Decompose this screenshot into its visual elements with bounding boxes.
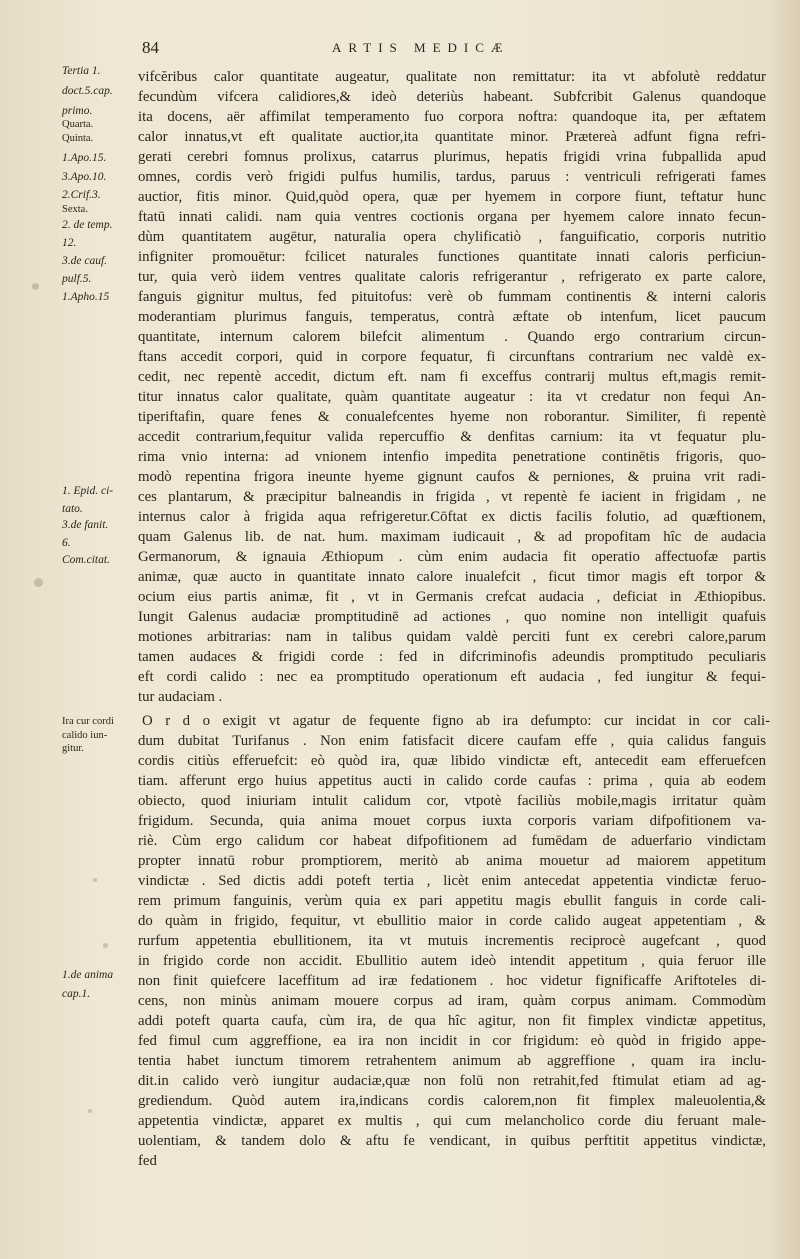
margin-note: 1.de anima xyxy=(62,969,114,981)
text-line: moderantiam plurimus fanguis, temperatus, contrà æftate ob intenfum, licet paucum xyxy=(138,309,766,325)
margin-note: Quinta. xyxy=(62,133,94,144)
margin-note: calido iun- xyxy=(62,730,108,741)
text-line: propter innatū robur promptiorem, meritò ab anima mouetur ad maiorem appetitum xyxy=(138,853,766,869)
margin-note: 1. Epid. ci- xyxy=(62,485,114,497)
text-line: accedit contrarium,fequitur valida repercuffio & denfitas carnium: ita vt fequatur plu- xyxy=(138,429,766,445)
margin-note: Quarta. xyxy=(62,119,94,130)
text-line: omnes, cordis verò frigidi pulfus humilis, tardus, paruus : ventriculi refrigerati fames xyxy=(138,169,766,185)
text-line: dum dubitat Turifanus . Non enim fatisfacit dicere caufam effe , quia calidus fanguis xyxy=(138,733,766,749)
text-line: dit.in calido verò iungitur audaciæ,quæ non folū non retrahit,fed ftimulat etiam ad ag- xyxy=(138,1073,766,1089)
text-line: uolentiam, & tandem dolo & aftu fe vendicant, in quibus perftitit appetitus vindictæ, xyxy=(138,1133,766,1149)
text-line: tiperiftafin, quare fenes & conualefcentes hyeme non roborantur. Similiter, fi repentè xyxy=(138,409,766,425)
margin-note: 1.Apo.15. xyxy=(62,152,107,164)
margin-note: Sexta. xyxy=(62,204,88,215)
margin-note: Com.citat. xyxy=(62,554,110,566)
margin-note: 2.Crif.3. xyxy=(62,189,101,201)
margin-note: Ira cur cordi xyxy=(62,716,114,727)
text-line: tur audaciam . xyxy=(138,689,223,705)
text-line: auctior, fitis minor. Quid,quòd opera, quæ per hyemem in corpore fiunt, teftatur hunc xyxy=(138,189,766,205)
text-line: dùm quantitatem augētur, naturalia opera chylificatiò , fanguificatio, corporis nutritio xyxy=(138,229,766,245)
text-line: ita docens, aër affimilat temperamento fuo corpora noftra: quandoque ita, per æftatem xyxy=(138,109,766,125)
text-line: calor innatus,vt eft qualitate auctior,ita quantitate minor. Prætereà adfunt figna refri- xyxy=(138,129,766,145)
paper-spot xyxy=(32,283,39,290)
text-line: Iungit Galenus audaciæ promptitudinē ad actiones , quo nomine non intelligit quafuis xyxy=(138,609,766,625)
text-line: tur, quia verò iidem ventres qualitate caloris refrigerantur , refrigerato ex parte calore, xyxy=(138,269,766,285)
text-line: cedit, nec repentè accedit, dictum eft. nam fi exceffus contrarij multus eft,magis remit- xyxy=(138,369,766,385)
text-line: modò repentina frigora ineunte hyeme gignunt caufos & perniones, & pruina vrit radi- xyxy=(138,469,766,485)
text-line: non finit quiefcere laceffitum ad iræ fedationem . hoc videtur fignificaffe Ariftoteles di- xyxy=(138,973,766,989)
text-line: tentia habet iunctum timorem retrahentem animum ab aggreffione , quam ira inclu- xyxy=(138,1053,766,1069)
text-line: grediendum. Quòd autem ira,indicans cordis calorem,non fit fimplex maleuolentia,& xyxy=(138,1093,766,1109)
margin-note: doct.5.cap. xyxy=(62,85,113,97)
text-line: ocium eius partis animæ, fit , vt in Germanis crefcat audacia , deficiat in Æthiopibus. xyxy=(138,589,766,605)
text-line: rurfum appetentia ebullitionem, ita vt mutuis incrementis reciprocè augefcant , quod xyxy=(138,933,766,949)
text-line: tiam. afferunt ergo huius appetitus aucti in calido corde caufas : prima , quia ab eodem xyxy=(138,773,766,789)
page-header xyxy=(0,38,800,62)
margin-note: 12. xyxy=(62,237,77,249)
text-line: quam Galenus lib. de nat. hum. maximam iudicauit , & ad propofitam hîc de audacia xyxy=(138,529,766,545)
text-line: riè. Cùm ergo calidum cor habeat difpofitionem ad fumēdam de aduerfario vindictam xyxy=(138,833,766,849)
margin-note: 3.de fanit. xyxy=(62,519,109,531)
text-line: infigniter promouētur: fcilicet naturales functiones quantitate innati caloris perficiun- xyxy=(138,249,766,265)
paper-spot xyxy=(93,878,97,882)
text-line: obiecto, quod iniuriam intulit calidum cor, vtpotè faciliùs mobile,magis irritatur quàm xyxy=(138,793,766,809)
text-line: fed fimul cum aggreffione, ea ira non incidit in cor frigidum: eò quòd in frigido appe- xyxy=(138,1033,766,1049)
text-line: Germanorum, & ignauia Æthiopum . cùm enim audacia fit operatio affectuofæ partis xyxy=(138,549,766,565)
text-line: animæ, quæ aucto in quantitate innato calore inualefcit , ficut timor magis eft torpor & xyxy=(138,569,766,585)
margin-note: cap.1. xyxy=(62,988,91,1000)
margin-note: 6. xyxy=(62,537,71,549)
text-line: fanguis gignitur multus, fed pituitofus: verè ob fummam continentis & interni caloris xyxy=(138,289,766,305)
text-line: fecundùm vifcera calidiores,& ideò deteriùs habeant. Subfcribit Galenus quandoque xyxy=(138,89,766,105)
text-line: titur innatus calor qualitate, quàm quantitate augeatur : ita vt credatur non fequi An- xyxy=(138,389,766,405)
margin-note: pulf.5. xyxy=(62,273,92,285)
text-line: tamen audaces & frigidi corde : fed in difcriminofis adeundis promptitudo peculiaris xyxy=(138,649,766,665)
text-line: fed xyxy=(138,1153,157,1169)
text-line: in frigido corde non accidit. Ebullitio autem ideò intendit appetitum , quia feruor ille xyxy=(138,953,766,969)
text-line: vindictæ . Sed dictis addi poteft tertia , licèt enim antecedat appetentia vindictæ feruo- xyxy=(138,873,766,889)
margin-note: primo. xyxy=(62,105,93,117)
margin-note: 1.Apho.15 xyxy=(62,291,110,303)
catchword xyxy=(734,1170,764,1192)
text-line: frigidum. Secunda, quia anima mouet corpus iuxta corporis variam difpofitionem va- xyxy=(138,813,766,829)
margin-note: gitur. xyxy=(62,743,84,754)
text-line: gerati cerebri fomnus prolixus, catarrus plurimus, hepatis frigidi vrina fubpallida apud xyxy=(138,149,766,165)
text-line: internus calor à frigida aqua refrigeretur.Cōftat ex dictis facilis folutio, ad quæftionem, xyxy=(138,509,766,525)
text-line: ftans accedit corpori, quid in corpore fequatur, fi circunftans contrarium nec valdè ex- xyxy=(138,349,766,365)
running-head: ARTIS MEDICÆ xyxy=(332,40,510,55)
text-line: vifcĕribus calor quantitate augeatur, qualitate non remittatur: ita vt abfolutè reddatur xyxy=(138,69,766,85)
text-line: rem primum fanguinis, verùm quia ex pari appetitu magis ebullit fanguis in corde cali- xyxy=(138,893,766,909)
page-number: 84 xyxy=(142,38,159,57)
margin-note: 3.de cauf. xyxy=(62,255,108,267)
margin-note: 2. de temp. xyxy=(62,219,113,231)
text-line: motiones arbitrarias: nam in talibus quidam valdè perciti funt ex cerebri calore,parum xyxy=(138,629,766,645)
text-line: eft cordi calido : nec ea promptitudo operationum eft audacia , fed iungitur & fequi- xyxy=(138,669,766,685)
paper-spot xyxy=(88,1109,92,1113)
margin-note: tato. xyxy=(62,503,83,515)
text-line: quantitate, internum calorem bilefcit alimentum . Quando ergo contrarium circun- xyxy=(138,329,766,345)
text-line: ces plantarum, & præcipitur balneandis in frigida , vt repentè fe iacient in frigidam , ne xyxy=(138,489,766,505)
margin-note: 3.Apo.10. xyxy=(62,171,107,183)
text-line: O r d o exigit vt agatur de fequente figno ab ira defumpto: cur incidat in cor cali- xyxy=(142,713,770,729)
text-line: rima vnio interna: ad vnionem intenfio impedita penetratione continētis frigoris, quo- xyxy=(138,449,766,465)
text-line: cens, non minùs animam mouere corpus ad iram, quàm corpus animam. Commodùm xyxy=(138,993,766,1009)
margin-note: Tertia 1. xyxy=(62,65,101,77)
paper-spot xyxy=(34,578,43,587)
text-line: appetentia vindictæ, apparet ex multis , qui cum melancholico corde diu feruant male- xyxy=(138,1113,766,1129)
text-line: do quàm in frigido, fequitur, vt ebullitio maior in corde calido augeat appetentiam , & xyxy=(138,913,766,929)
text-line: ftatū innati calidi. nam quia ventres coctionis organa per hyemem calore innato fecun- xyxy=(138,209,766,225)
text-line: addi poteft quarta caufa, cùm ira, de qua hîc agitur, non fit fimplex vindictæ appetitus, xyxy=(138,1013,766,1029)
text-line: cordis citiùs efferuefcit: eò quòd ira, quæ libido vindictæ eft, antecedit eam efferuefcen xyxy=(138,753,766,769)
paper-spot xyxy=(103,943,108,948)
